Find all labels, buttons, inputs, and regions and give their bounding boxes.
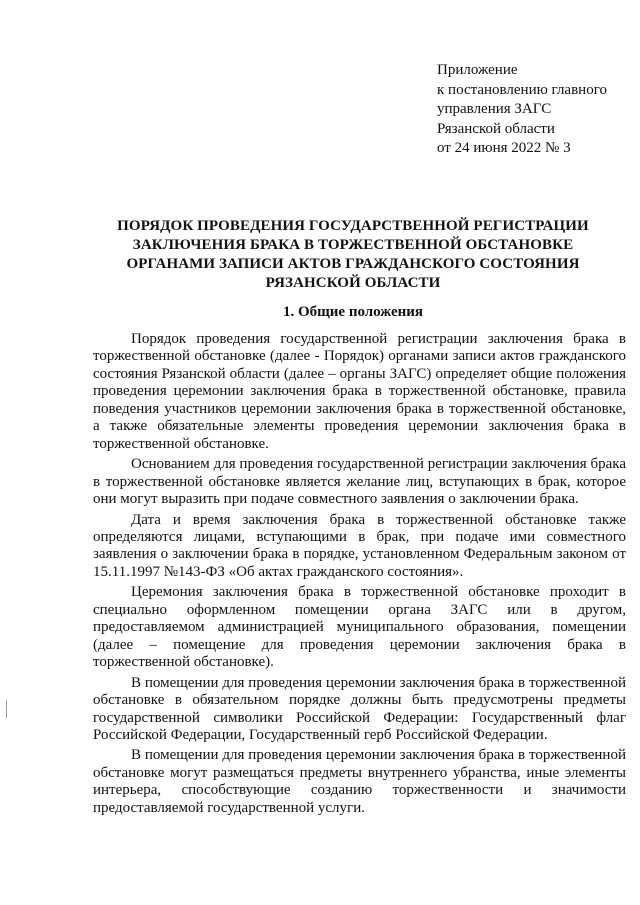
- title-line: ПОРЯДОК ПРОВЕДЕНИЯ ГОСУДАРСТВЕННОЙ РЕГИСТРАЦИИ: [117, 218, 589, 234]
- appendix-line: Рязанской области: [437, 120, 555, 137]
- title-line: ОРГАНАМИ ЗАПИСИ АКТОВ ГРАЖДАНСКОГО СОСТОЯНИЯ: [126, 256, 580, 272]
- appendix-block: [437, 61, 607, 159]
- paragraph: В помещении для проведения церемонии заключения брака в торжественной обстановке могут размещаться предметы внутреннего убранства, иные элементы интерьера, способствующие созданию торжественности и значимости предоставляемой государственной услуги.: [93, 747, 626, 816]
- appendix-line: управления ЗАГС: [437, 101, 552, 117]
- section-heading: 1. Общие положения: [282, 304, 424, 320]
- paragraph: В помещении для проведения церемонии заключения брака в торжественной обстановке в обязательном порядке должны быть предусмотрены предметы государственной символики Российской Федерации: Государственный флаг Российской Федерации, Государственный герб Российской Федерации.: [93, 674, 626, 743]
- appendix-line: от 24 июня 2022 № 3: [437, 140, 571, 156]
- appendix-line: к постановлению главного: [437, 81, 607, 98]
- title-line: РЯЗАНСКОЙ ОБЛАСТИ: [265, 275, 441, 291]
- paragraph: Церемония заключения брака в торжественной обстановке проходит в специально оформленном помещении органа ЗАГС или в другом, предоставляемом администрацией муниципального образования, помещении (далее – помещение для проведения церемонии заключения брака в торжественной обстановке).: [93, 584, 626, 671]
- title-line: ЗАКЛЮЧЕНИЯ БРАКА В ТОРЖЕСТВЕННОЙ ОБСТАНОВКЕ: [132, 237, 574, 253]
- paragraph: Порядок проведения государственной регистрации заключения брака в торжественной обстановке (далее - Порядок) органами записи актов гражданского состояния Рязанской области (далее – органы ЗАГС) определяет общие положения проведения церемонии заключения брака в торжественной обстановке, правила поведения участников церемонии заключения брака в торжественной обстановке, а также обязательные элементы проведения церемонии заключения брака в торжественной обстановке.: [93, 331, 626, 452]
- document-title: [80, 217, 626, 293]
- appendix-line: Приложение: [437, 62, 518, 78]
- paragraph: Дата и время заключения брака в торжественной обстановке также определяются лицами, вступающими в брак, при подаче ими совместного заявления о заключении брака в порядке, установленном Федеральным законом от 15.11.1997 №143-ФЗ «Об актах гражданского состояния».: [93, 511, 626, 580]
- scan-margin-mark: [6, 700, 7, 718]
- document-body: [93, 331, 626, 820]
- paragraph: Основанием для проведения государственной регистрации заключения брака в торжественной обстановке является желание лиц, вступающих в брак, которое они могут выразить при подаче совместного заявления о заключении брака.: [93, 456, 626, 508]
